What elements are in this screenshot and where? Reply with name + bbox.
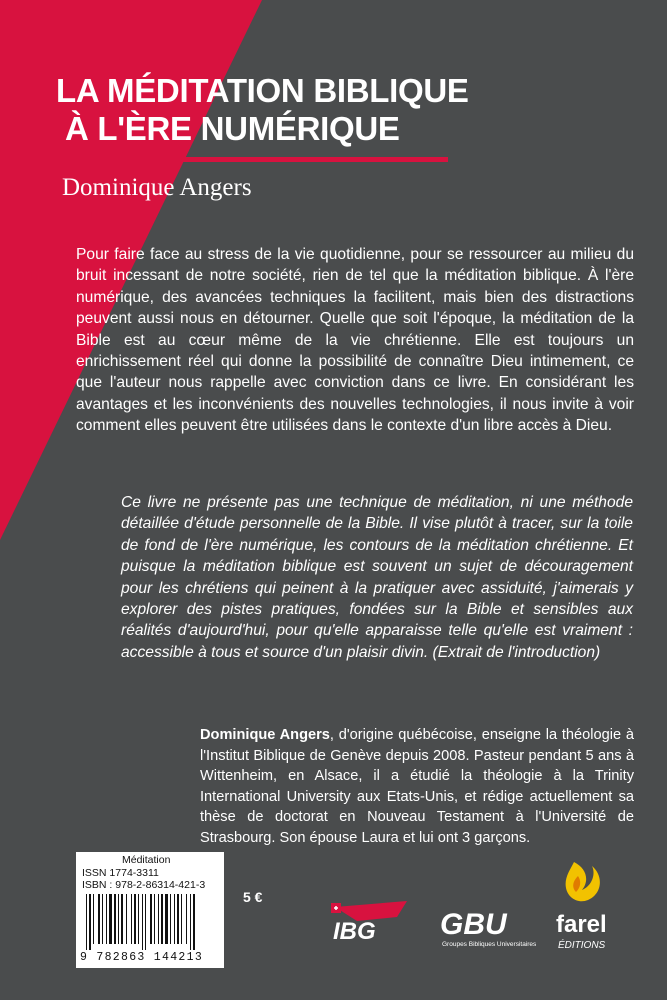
barcode-bar <box>118 894 119 944</box>
title-line-2: À L'ÈRE NUMÉRIQUE <box>65 110 400 147</box>
barcode-bar <box>98 894 100 944</box>
barcode-bar <box>145 894 146 950</box>
barcode-bar <box>93 894 94 944</box>
barcode-bar <box>190 894 191 950</box>
barcode-bar <box>134 894 136 944</box>
barcode-bar <box>186 894 187 944</box>
barcode-bar <box>177 894 179 944</box>
barcode-category: Méditation <box>122 854 171 866</box>
barcode-bar <box>181 894 182 944</box>
author-bio <box>200 725 634 849</box>
bio-author-name: Dominique Angers <box>200 727 330 743</box>
gbu-logo-subtitle: Groupes Bibliques Universitaires <box>442 941 537 948</box>
ibg-logo-text: IBG <box>333 918 376 943</box>
title-line-1: LA MÉDITATION BIBLIQUE <box>56 72 469 109</box>
barcode-isbn: ISBN : 978-2-86314-421-3 <box>82 879 206 891</box>
barcode-bar <box>150 894 152 944</box>
barcode-digits: 9 782863 144213 <box>80 951 204 964</box>
barcode-bar <box>154 894 155 944</box>
farel-logo-subtitle: ÉDITIONS <box>558 940 606 951</box>
barcode-bar <box>193 894 195 950</box>
barcode-bar <box>161 894 163 944</box>
ibg-logo <box>327 899 409 943</box>
barcode-bar <box>158 894 159 944</box>
barcode-block <box>76 852 224 968</box>
barcode-bar <box>126 894 127 944</box>
barcode-bar <box>142 894 143 950</box>
barcode-bar <box>170 894 171 944</box>
title-divider <box>52 157 448 162</box>
gbu-logo-text: GBU <box>440 908 507 941</box>
barcode-bar <box>131 894 132 944</box>
farel-logo <box>552 858 608 958</box>
book-title <box>56 72 476 148</box>
barcode-bar <box>165 894 168 944</box>
barcode-bars <box>80 894 220 950</box>
barcode-bar <box>109 894 112 944</box>
barcode-bar <box>106 894 107 944</box>
gbu-logo <box>438 900 538 950</box>
barcode-issn: ISSN 1774-3311 <box>82 866 159 879</box>
blurb-paragraph: Pour faire face au stress de la vie quotidienne, pour se ressourcer au milieu du bruit incessant de notre société, rien de tel que la méditation biblique. À l'ère numérique, des avancées techniques la facilitent, mais bien des distractions peuvent aussi nous en détourner. Quelle que soit l'époque, la méditation de la Bible est au cœur même de la vie chrétienne. Elle est toujours un enrichissement réel qui donne la possibilité de connaître Dieu intimement, ce que l'auteur nous rappelle avec conviction dans ce livre. En considérant les avantages et les inconvénients des nouvelles technologies, il nous invite à voir comment elles peuvent être utilisées dans le contexte d'un libre accès à Dieu. <box>76 246 634 435</box>
bio-text: , d'origine québécoise, enseigne la théologie à l'Institut Biblique de Genève depuis 2008. Pasteur pendant 5 ans à Wittenheim, en Alsace, il a étudié la théologie à la Trinity International University aux Etats-Unis, et rédige actuellement sa thèse de doctorat en Nouveau Testament à l'Université de Strasbourg. Son épouse Laura et lui ont 3 garçons. <box>200 727 634 846</box>
introduction-quote: Ce livre ne présente pas une technique de méditation, ni une méthode détaillée d'étude personnelle de la Bible. Il vise plutôt à tracer, sur la toile de fond de l'ère numérique, les contours de la méditation chrétienne. Et puisque la méditation biblique est souvent un sujet de découragement pour les chrétiens qui peinent à la pratiquer avec assiduité, j'aimerais y explorer des pistes pratiques, fondées sur la Bible et sensibles aux réalités d'aujourd'hui, pour qu'elle apparaisse telle qu'elle est vraiment : accessible à tous et source d'un plaisir divin. (Extrait de l'introduction) <box>121 494 633 661</box>
author-name: Dominique Angers <box>62 174 252 201</box>
barcode-bar <box>86 894 87 950</box>
barcode-bar <box>89 894 91 950</box>
barcode-bar <box>174 894 175 944</box>
price-label: 5 € <box>243 889 263 905</box>
barcode-bar <box>138 894 139 944</box>
barcode-bar <box>121 894 123 944</box>
barcode-bar <box>102 894 103 944</box>
farel-logo-text: farel <box>556 911 607 938</box>
barcode-bar <box>114 894 116 944</box>
